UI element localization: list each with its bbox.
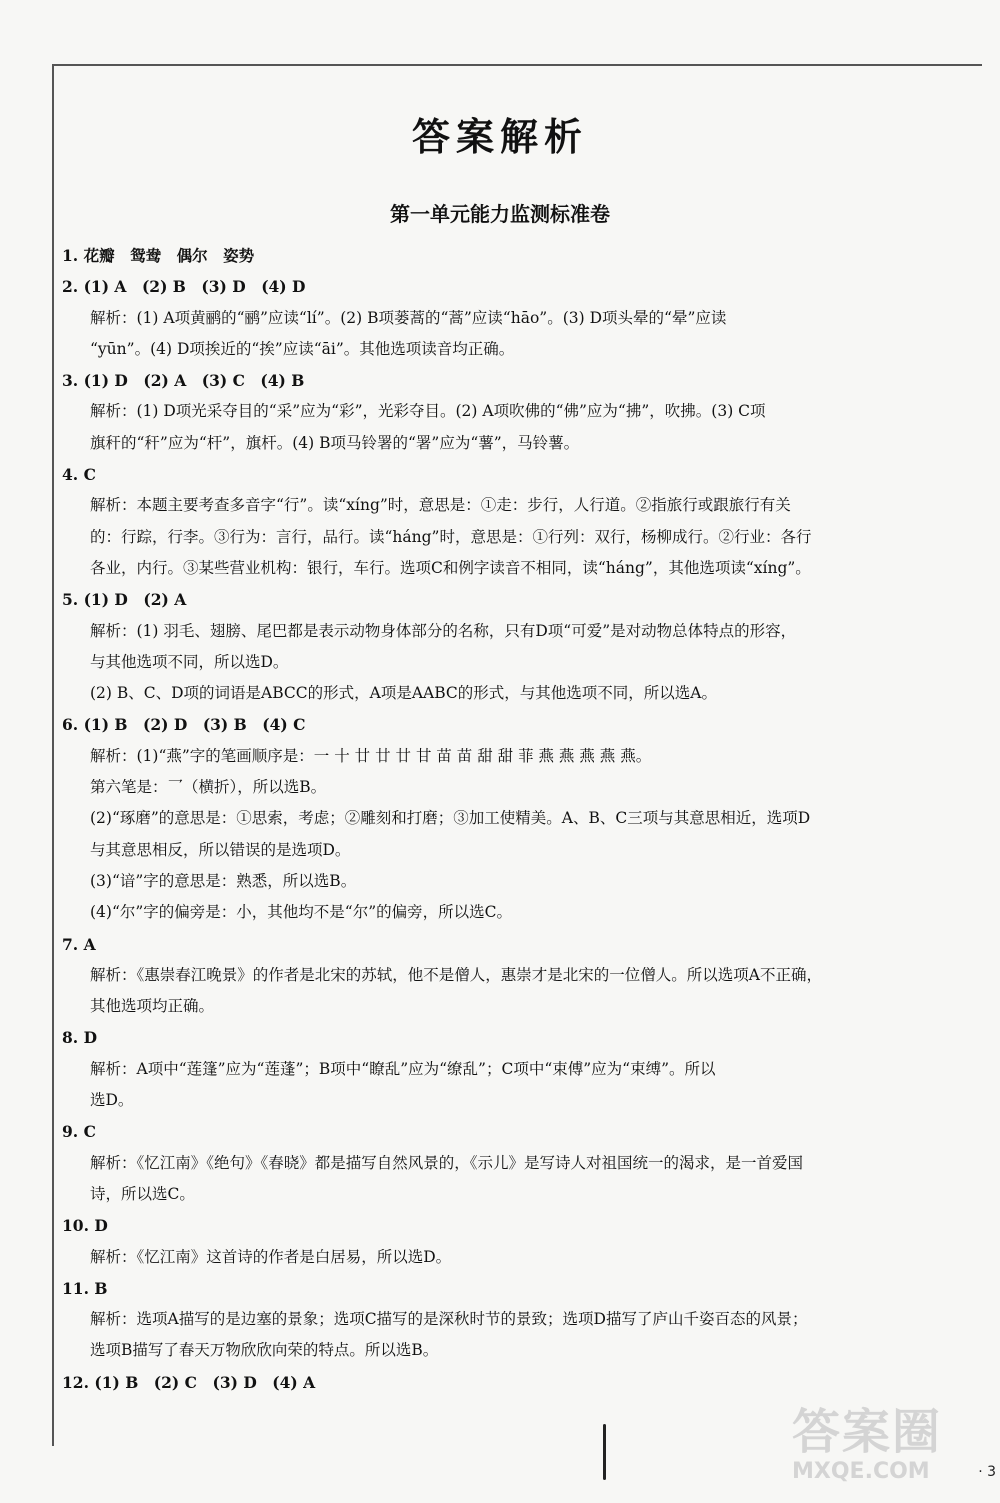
answer-line: 2. (1) A (2) B (3) D (4) D [62, 277, 306, 297]
explanation-line: 旗秆的“秆”应为“杆”，旗杆。(4) B项马铃署的“署”应为“薯”，马铃薯。 [90, 433, 580, 452]
explanation-line: 解析：《忆江南》这首诗的作者是白居易，所以选D。 [90, 1247, 452, 1266]
answer-line: 6. (1) B (2) D (3) B (4) C [62, 715, 306, 735]
site-watermark [792, 1405, 992, 1495]
scan-mark [603, 1424, 606, 1480]
answer-line: 9. C [62, 1122, 96, 1142]
explanation-line: 的：行踪，行李。③行为：言行，品行。读“háng”时，意思是：①行列：双行，杨柳成行。②行业：各行 [90, 527, 812, 546]
page-number: · 3 [978, 1464, 996, 1480]
explanation-line: 其他选项均正确。 [90, 997, 215, 1016]
section-title: 第一单元能力监测标准卷 [390, 202, 610, 226]
answer-line: 7. A [62, 934, 96, 954]
answer-line: 1. 花瓣 鸳鸯 偶尔 姿势 [62, 246, 255, 265]
explanation-line: 选项B描写了春天万物欣欣向荣的特点。所以选B。 [90, 1341, 439, 1360]
explanation-line: (2) B、C、D项的词语是ABCC的形式，A项是AABC的形式，与其他选项不同，所以选A。 [90, 684, 717, 703]
explanation-line: 解析：A项中“莲篷”应为“莲蓬”；B项中“瞭乱”应为“缭乱”；C项中“束傅”应为“束缚”。所以 [90, 1059, 716, 1078]
explanation-line: 选D。 [90, 1091, 134, 1110]
watermark-logo: 答案圈 [792, 1404, 943, 1460]
explanation-line: “yūn”。(4) D项挨近的“挨”应读“āi”。其他选项读音均正确。 [90, 339, 515, 358]
explanation-line: 解析：(1) 羽毛、翅膀、尾巴都是表示动物身体部分的名称，只有D项“可爱”是对动物总体特点的形容， [90, 621, 797, 640]
explanation-line: 诗，所以选C。 [90, 1184, 195, 1203]
explanation-line: 解析：选项A描写的是边塞的景象；选项C描写的是深秋时节的景致；选项D描写了庐山千姿百态的风景； [90, 1310, 808, 1329]
explanation-line: (3)“谙”字的意思是：熟悉，所以选B。 [90, 871, 357, 890]
answer-line: 5. (1) D (2) A [62, 590, 187, 610]
explanation-line: 解析：(1) A项黄鹂的“鹂”应读“lí”。(2) B项蒌蒿的“蒿”应读“hāo”。(3) D项头晕的“晕”应读 [90, 308, 727, 327]
explanation-line: 与其意思相反，所以错误的是选项D。 [90, 840, 351, 859]
explanation-line: 解析：《忆江南》《绝句》《春晓》都是描写自然风景的，《示儿》是写诗人对祖国统一的渴求，是一首爱国 [90, 1153, 804, 1172]
explanation-line: 解析：《惠崇春江晚景》的作者是北宋的苏轼，他不是僧人，惠崇才是北宋的一位僧人。所以选项A不正确， [90, 965, 822, 984]
watermark-url: MXQE.COM [792, 1459, 930, 1484]
page-title: 答案解析 [411, 115, 588, 159]
explanation-line: 与其他选项不同，所以选D。 [90, 652, 289, 671]
answer-line: 11. B [62, 1278, 108, 1298]
explanation-line: (2)“琢磨”的意思是：①思索，考虑；②雕刻和打磨；③加工使精美。A、B、C三项与其意思相近，选项D [90, 809, 811, 828]
explanation-line: 第六笔是：乛（横折），所以选B。 [90, 778, 327, 797]
answer-line: 8. D [62, 1028, 98, 1048]
answer-line: 10. D [62, 1216, 108, 1236]
explanation-line: 解析：本题主要考查多音字“行”。读“xíng”时，意思是：①走：步行，人行道。②指旅行或跟旅行有关 [90, 496, 791, 515]
answer-list [62, 240, 974, 1398]
answer-line: 4. C [62, 465, 96, 485]
answer-line: 3. (1) D (2) A (3) C (4) B [62, 371, 305, 391]
explanation-line: 解析：(1)“燕”字的笔画顺序是：一 十 廿 廿 廿 甘 苗 苗 甜 甜 菲 燕 燕 燕 燕 燕。 [90, 746, 652, 765]
explanation-line: 各业，内行。③某些营业机构：银行，车行。选项C和例字读音不相同，读“háng”，其他选项读“xíng”。 [90, 558, 811, 577]
explanation-line: 解析：(1) D项光采夺目的“采”应为“彩”，光彩夺目。(2) A项吹佛的“佛”应为“拂”，吹拂。(3) C项 [90, 402, 766, 421]
explanation-line: (4)“尔”字的偏旁是：小，其他均不是“尔”的偏旁，所以选C。 [90, 903, 513, 922]
answer-line: 12. (1) B (2) C (3) D (4) A [62, 1372, 316, 1392]
